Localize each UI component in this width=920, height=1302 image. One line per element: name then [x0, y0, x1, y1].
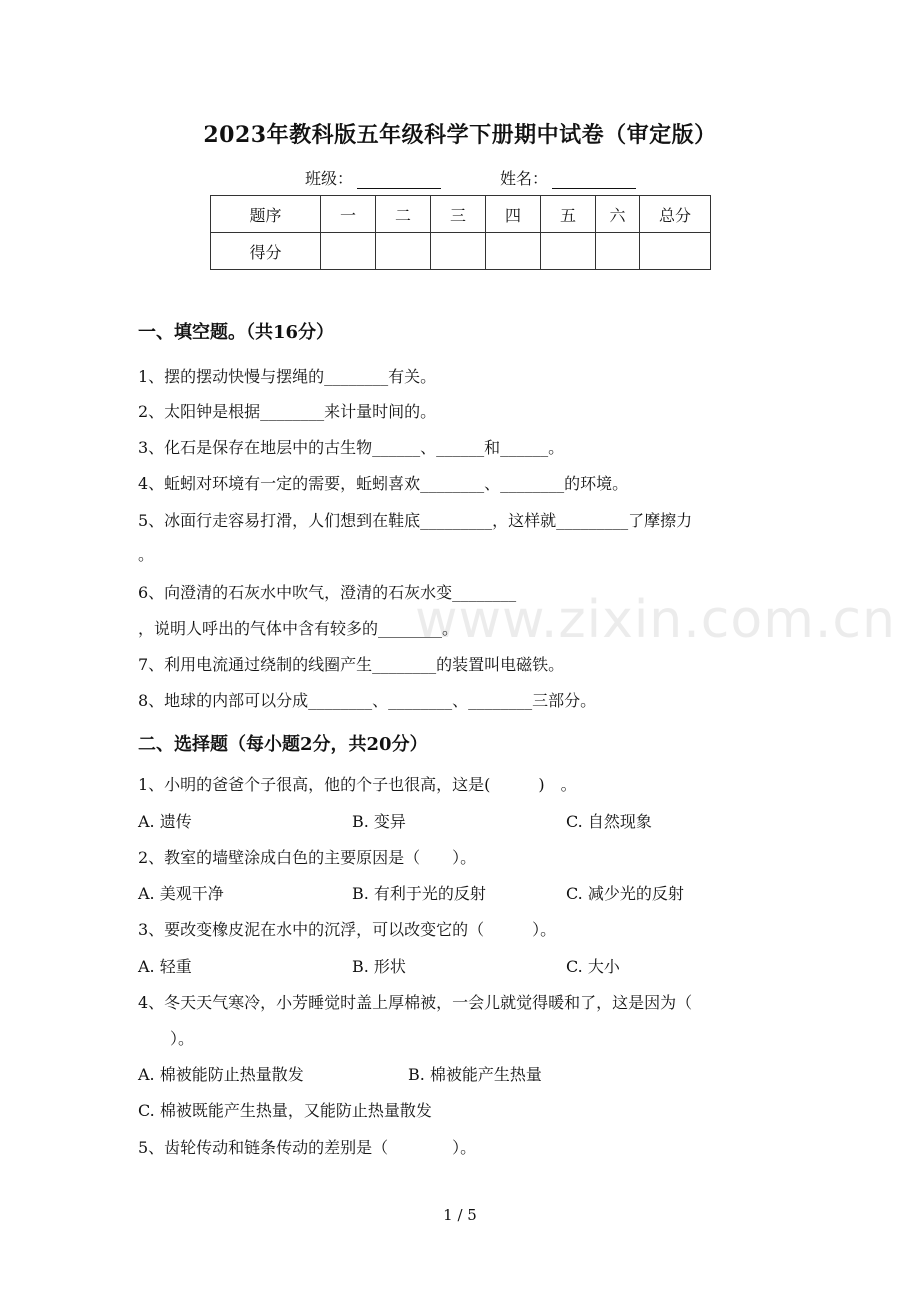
- question-line: 。: [138, 545, 155, 564]
- score-table: [210, 195, 711, 270]
- table-cell: 题序: [211, 196, 321, 233]
- question-line: 3、化石是保存在地层中的古生物______、______和______。: [138, 438, 565, 457]
- table-cell: 一: [321, 196, 376, 233]
- option-c[interactable]: C. 自然现象: [566, 812, 652, 831]
- watermark: www.zixin.com.cn: [415, 590, 896, 650]
- class-label: 班级：: [305, 169, 354, 188]
- question-line: 2、太阳钟是根据________来计量时间的。: [138, 402, 437, 421]
- score-cell[interactable]: [596, 233, 640, 270]
- question-line: 1、小明的爸爸个子很高，他的个子也很高，这是( ) 。: [138, 775, 577, 794]
- question-line: 4、冬天天气寒冷，小芳睡觉时盖上厚棉被，一会儿就觉得暖和了，这是因为（: [138, 993, 693, 1012]
- option-c[interactable]: C. 棉被既能产生热量，又能防止热量散发: [138, 1101, 432, 1120]
- option-b[interactable]: B. 棉被能产生热量: [408, 1065, 542, 1084]
- class-blank: [357, 170, 441, 189]
- page-title: 2023年教科版五年级科学下册期中试卷（审定版）: [203, 122, 717, 148]
- table-cell: 四: [486, 196, 541, 233]
- option-b[interactable]: B. 有利于光的反射: [352, 884, 486, 903]
- question-line: 8、地球的内部可以分成________、________、________三部分。: [138, 691, 597, 710]
- name-blank: [552, 170, 636, 189]
- table-cell: 五: [541, 196, 596, 233]
- option-c[interactable]: C. 大小: [566, 957, 620, 976]
- question-line: 7、利用电流通过绕制的线圈产生________的装置叫电磁铁。: [138, 655, 565, 674]
- question-line: ，说明人呼出的气体中含有较多的________。: [138, 619, 459, 638]
- table-cell: 二: [376, 196, 431, 233]
- question-line: 2、教室的墙壁涂成白色的主要原因是（ ）。: [138, 848, 477, 867]
- question-line: ）。: [170, 1029, 195, 1048]
- table-cell: 三: [431, 196, 486, 233]
- option-b[interactable]: B. 变异: [352, 812, 406, 831]
- class-field: [305, 166, 441, 189]
- table-cell: 总分: [640, 196, 711, 233]
- score-cell[interactable]: [321, 233, 376, 270]
- name-field: [500, 166, 636, 189]
- score-table-score-row: [211, 233, 711, 270]
- section-heading: 一、填空题。（共16分）: [138, 322, 335, 343]
- option-a[interactable]: A. 轻重: [138, 957, 192, 976]
- question-line: 3、要改变橡皮泥在水中的沉浮，可以改变它的（ ）。: [138, 920, 557, 939]
- score-cell[interactable]: [376, 233, 431, 270]
- question-line: 1、摆的摆动快慢与摆绳的________有关。: [138, 367, 437, 386]
- question-line: 5、齿轮传动和链条传动的差别是（ ）。: [138, 1138, 477, 1157]
- option-b[interactable]: B. 形状: [352, 957, 406, 976]
- section-heading: 二、选择题（每小题2分，共20分）: [138, 734, 428, 755]
- question-line: 4、蚯蚓对环境有一定的需要，蚯蚓喜欢________、________的环境。: [138, 474, 629, 493]
- name-label: 姓名：: [500, 169, 549, 188]
- score-cell[interactable]: [640, 233, 711, 270]
- page-number: 1 / 5: [443, 1206, 477, 1224]
- score-cell[interactable]: [541, 233, 596, 270]
- score-cell[interactable]: [431, 233, 486, 270]
- table-cell: 得分: [211, 233, 321, 270]
- table-cell: 六: [596, 196, 640, 233]
- score-cell[interactable]: [486, 233, 541, 270]
- option-a[interactable]: A. 美观干净: [138, 884, 224, 903]
- question-line: 5、冰面行走容易打滑，人们想到在鞋底_________，这样就_________了摩擦力: [138, 511, 693, 530]
- option-c[interactable]: C. 减少光的反射: [566, 884, 684, 903]
- option-a[interactable]: A. 棉被能防止热量散发: [138, 1065, 304, 1084]
- score-table-header-row: [211, 196, 711, 233]
- option-a[interactable]: A. 遗传: [138, 812, 192, 831]
- question-line: 6、向澄清的石灰水中吹气，澄清的石灰水变________: [138, 583, 517, 602]
